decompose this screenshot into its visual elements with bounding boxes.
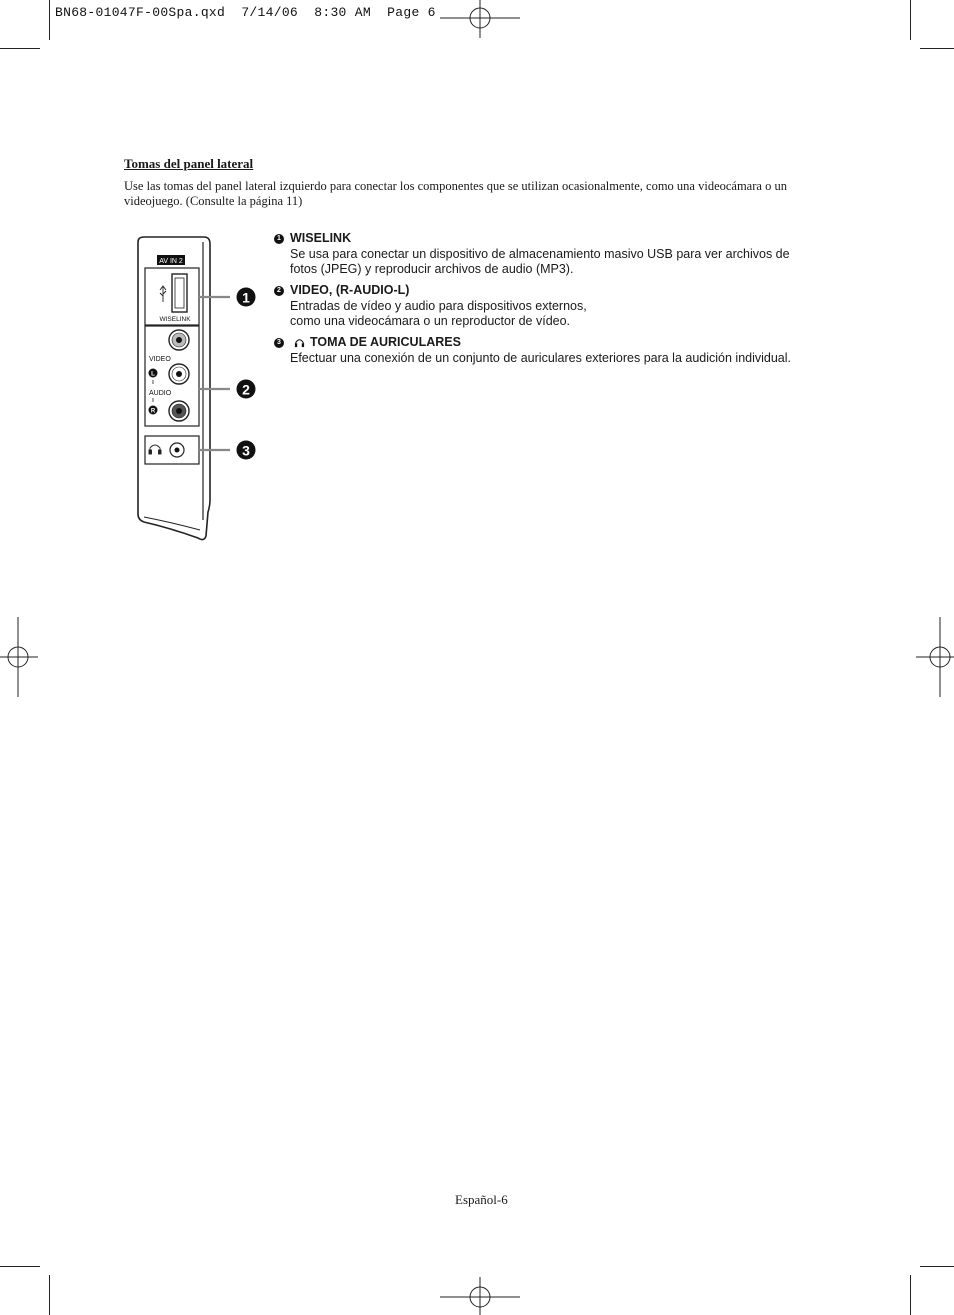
callout-1: [237, 288, 256, 307]
audio-label: AUDIO: [149, 390, 172, 397]
l-badge-text: L: [151, 371, 155, 378]
intro-paragraph: Use las tomas del panel lateral izquierdo para conectar los componentes que se utilizan ocasionalmente, como una videocámara o un videojuego. (Consulte la página 11): [124, 179, 787, 208]
headphone-icon: [294, 337, 305, 348]
bullet-1: 1: [274, 234, 284, 244]
svg-text:2: 2: [242, 381, 250, 398]
video-label: VIDEO: [149, 356, 171, 363]
item-line: Entradas de vídeo y audio para dispositivos externos,: [290, 298, 587, 313]
item-title: TOMA DE AURICULARES: [310, 335, 461, 349]
print-header: BN68-01047F-00Spa.qxd 7/14/06 8:30 AM Page 6: [55, 5, 436, 20]
side-panel-illustration: [130, 230, 270, 545]
wiselink-label: WISELINK: [159, 316, 191, 323]
item-line: Se usa para conectar un dispositivo de almacenamiento masivo USB para ver archivos de: [290, 246, 790, 261]
av-in-badge-text: AV IN 2: [159, 258, 183, 265]
item-video-audio: [274, 283, 834, 330]
item-title: VIDEO, (R-AUDIO-L): [290, 283, 410, 297]
item-title: WISELINK: [290, 231, 352, 245]
svg-text:3: 3: [242, 442, 250, 459]
bullet-2: 2: [274, 286, 284, 296]
callout-3: [237, 441, 256, 460]
item-line: como una videocámara o un reproductor de vídeo.: [290, 314, 571, 328]
page-number: Español-6: [455, 1192, 508, 1207]
callout-2: [237, 380, 256, 399]
item-wiselink: [274, 231, 834, 278]
item-headphones: [274, 335, 834, 366]
section-title: Tomas del panel lateral: [124, 156, 254, 171]
r-badge-text: R: [150, 408, 156, 415]
bullet-3: 3: [274, 338, 284, 348]
item-line: Efectuar una conexión de un conjunto de auriculares exteriores para la audición individual.: [290, 350, 792, 365]
svg-text:1: 1: [242, 289, 250, 306]
item-line: fotos (JPEG) y reproducir archivos de audio (MP3).: [290, 262, 574, 276]
